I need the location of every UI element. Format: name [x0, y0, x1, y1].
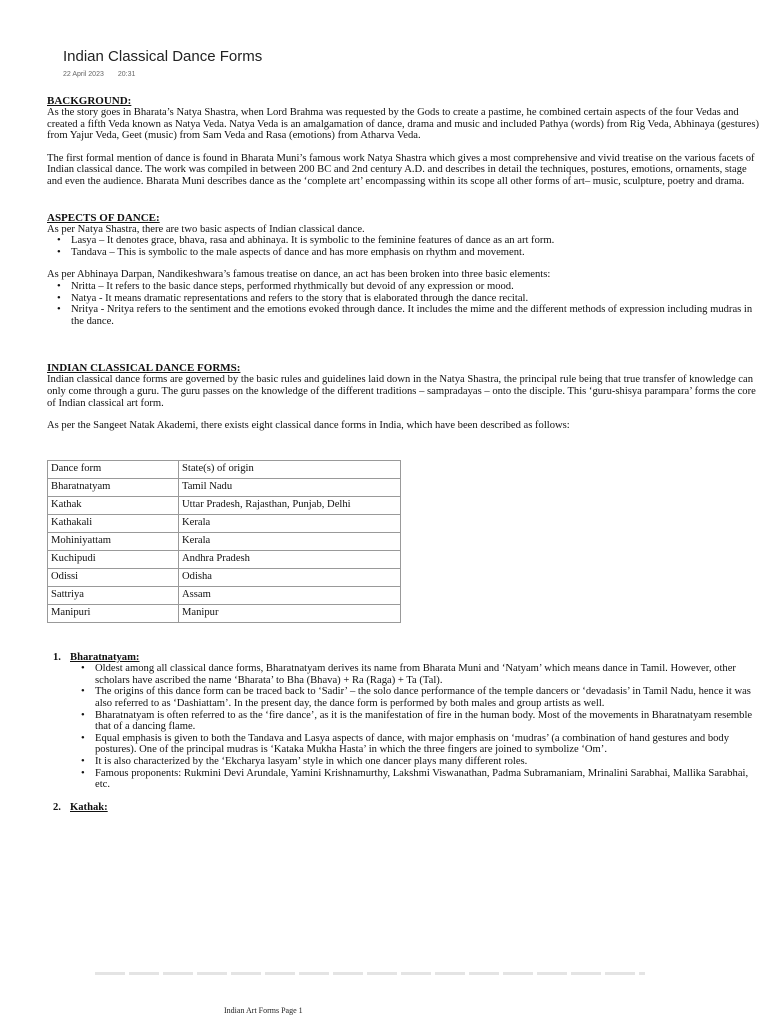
aspects-intro-1: As per Natya Shastra, there are two basic aspects of Indian classical dance. — [47, 223, 365, 235]
forms-paragraph-1: Indian classical dance forms are governed by the basic rules and guidelines laid down in the Natya Shastra, the principal rule being that true transfer of knowledge can only come through a guru. The guru passes on the knowledge of the different traditions – sampradayas – onto the disciple. This ‘guru-shisya parampara’ forms the core of Indian classical art form. — [47, 374, 756, 409]
background-paragraph-2: The first formal mention of dance is found in Bharata Muni’s famous work Natya Shastra which gives a most comprehensive and vivid treatise on the various facets of Indian classical dance. The work was compiled in between 200 BC and 2nd century A.D. and describes in detail the techniques, postures, emotions, ornaments, stage and even the audience. Bharata Muni describes dance as the ‘complete art’ encompassing within its scope all other forms of art– music, sculpture, poetry and drama. — [47, 152, 755, 187]
table-header-cell: State(s) of origin — [179, 460, 401, 478]
document-body — [47, 95, 762, 813]
table-row — [48, 604, 401, 622]
table-cell: Manipuri — [48, 604, 179, 622]
dance-forms-table — [47, 460, 401, 623]
table-cell: Manipur — [179, 604, 401, 622]
table-row — [48, 478, 401, 496]
page-date: 22 April 2023 — [63, 71, 104, 78]
faded-text-line — [95, 972, 645, 975]
list-item: • Lasya – It denotes grace, bhava, rasa and abhinaya. It is symbolic to the feminine features of dance as an art form. — [71, 235, 762, 247]
table-row — [48, 514, 401, 532]
section-number: 2. — [53, 801, 61, 813]
list-item: • Equal emphasis is given to both the Tandava and Lasya aspects of dance, with major emphasis on ‘mudras’ (a combination of hand gestures and body postures). One of the principal mudras is ‘Kataka Mukha Hasta’ in which the three fingers are joined to symbolize ‘Om’. — [95, 733, 762, 756]
table-cell: Mohiniyattam — [48, 532, 179, 550]
section-bullets — [70, 663, 762, 791]
list-item: • Nritta – It refers to the basic dance steps, performed rhythmically but devoid of any expression or mood. — [71, 281, 762, 293]
table-cell: Kerala — [179, 532, 401, 550]
table-row — [48, 550, 401, 568]
aspects-intro-2: As per Abhinaya Darpan, Nandikeshwara’s famous treatise on dance, an act has been broken into three basic elements: — [47, 269, 551, 281]
table-row — [48, 586, 401, 604]
list-item: • Tandava – This is symbolic to the male aspects of dance and has more emphasis on rhythm and movement. — [71, 247, 762, 259]
table-cell: Tamil Nadu — [179, 478, 401, 496]
table-header-cell: Dance form — [48, 460, 179, 478]
aspects-list-2 — [47, 281, 762, 327]
section-bharatnatyam — [53, 651, 762, 802]
page-time: 20:31 — [117, 71, 136, 78]
page-timestamp — [63, 71, 135, 78]
page-footer: Indian Art Forms Page 1 — [224, 1006, 303, 1015]
list-item: • Nritya - Nritya refers to the sentiment and the emotions evoked through dance. It includes the mime and the different methods of expression including mudras in the dance. — [71, 304, 762, 327]
table-cell: Odissi — [48, 568, 179, 586]
table-row — [48, 532, 401, 550]
background-paragraph-1: As the story goes in Bharata’s Natya Shastra, when Lord Brahma was requested by the Gods to create a pastime, he combined certain aspects of the four Vedas and created a fifth Veda known as Natya Veda. Natya Veda is an amalgamation of dance, drama and music and included Pathya (words) from Rig Veda, Abhinaya (gestures) from Yajur Veda, Geet (music) from Sam Veda and Rasa (emotions) from Atharva Veda. — [47, 107, 760, 142]
table-cell: Bharatnatyam — [48, 478, 179, 496]
aspects-list-1 — [47, 235, 762, 258]
list-item: • Natya - It means dramatic representations and refers to the story that is elaborated through the dance recital. — [71, 293, 762, 305]
forms-paragraph-2: As per the Sangeet Natak Akademi, there exists eight classical dance forms in India, which have been described as follows: — [47, 420, 570, 432]
section-title: Kathak: — [70, 801, 108, 813]
dance-form-sections — [47, 652, 762, 814]
table-cell: Assam — [179, 586, 401, 604]
section-number: 1. — [53, 651, 61, 663]
list-item: • Oldest among all classical dance forms, Bharatnatyam derives its name from Bharata Muni and ‘Natyam’ which means dance in Tamil. However, other scholars have ascribed the name ‘Bharata’ to Bha (Bhava) + Ra (Raga) + Ta (Tal). — [95, 663, 762, 686]
table-header-row — [48, 460, 401, 478]
table-row — [48, 496, 401, 514]
aspects-heading: ASPECTS OF DANCE: — [47, 211, 160, 224]
table-cell: Uttar Pradesh, Rajasthan, Punjab, Delhi — [179, 496, 401, 514]
table-cell: Kathak — [48, 496, 179, 514]
table-cell: Odisha — [179, 568, 401, 586]
section-title: Bharatnatyam: — [70, 651, 140, 663]
list-item: • Bharatnatyam is often referred to as the ‘fire dance’, as it is the manifestation of fire in the human body. Most of the movements in Bharatnatyam resemble that of a dancing flame. — [95, 710, 762, 733]
table-cell: Kerala — [179, 514, 401, 532]
page-title: Indian Classical Dance Forms — [63, 48, 263, 65]
list-item: • It is also characterized by the ‘Ekcharya lasyam’ style in which one dancer plays many different roles. — [95, 756, 762, 768]
table-cell: Andhra Pradesh — [179, 550, 401, 568]
table-cell: Kuchipudi — [48, 550, 179, 568]
list-item: • The origins of this dance form can be traced back to ‘Sadir’ – the solo dance performance of the temple dancers or ‘devadasis’ in Tamil Nadu, hence it was also referred to as ‘Dashiattam’. In the present day, the dance form is performed by both males and group artists as well. — [95, 686, 762, 709]
background-heading: BACKGROUND: — [47, 95, 132, 107]
section-kathak — [53, 801, 762, 814]
table-cell: Sattriya — [48, 586, 179, 604]
list-item: • Famous proponents: Rukmini Devi Arundale, Yamini Krishnamurthy, Lakshmi Viswanathan, Padma Subramaniam, Mrinalini Sarabhai, Mallika Sarabhai, etc. — [95, 768, 762, 791]
forms-heading: INDIAN CLASSICAL DANCE FORMS: — [47, 362, 241, 375]
table-row — [48, 568, 401, 586]
table-cell: Kathakali — [48, 514, 179, 532]
